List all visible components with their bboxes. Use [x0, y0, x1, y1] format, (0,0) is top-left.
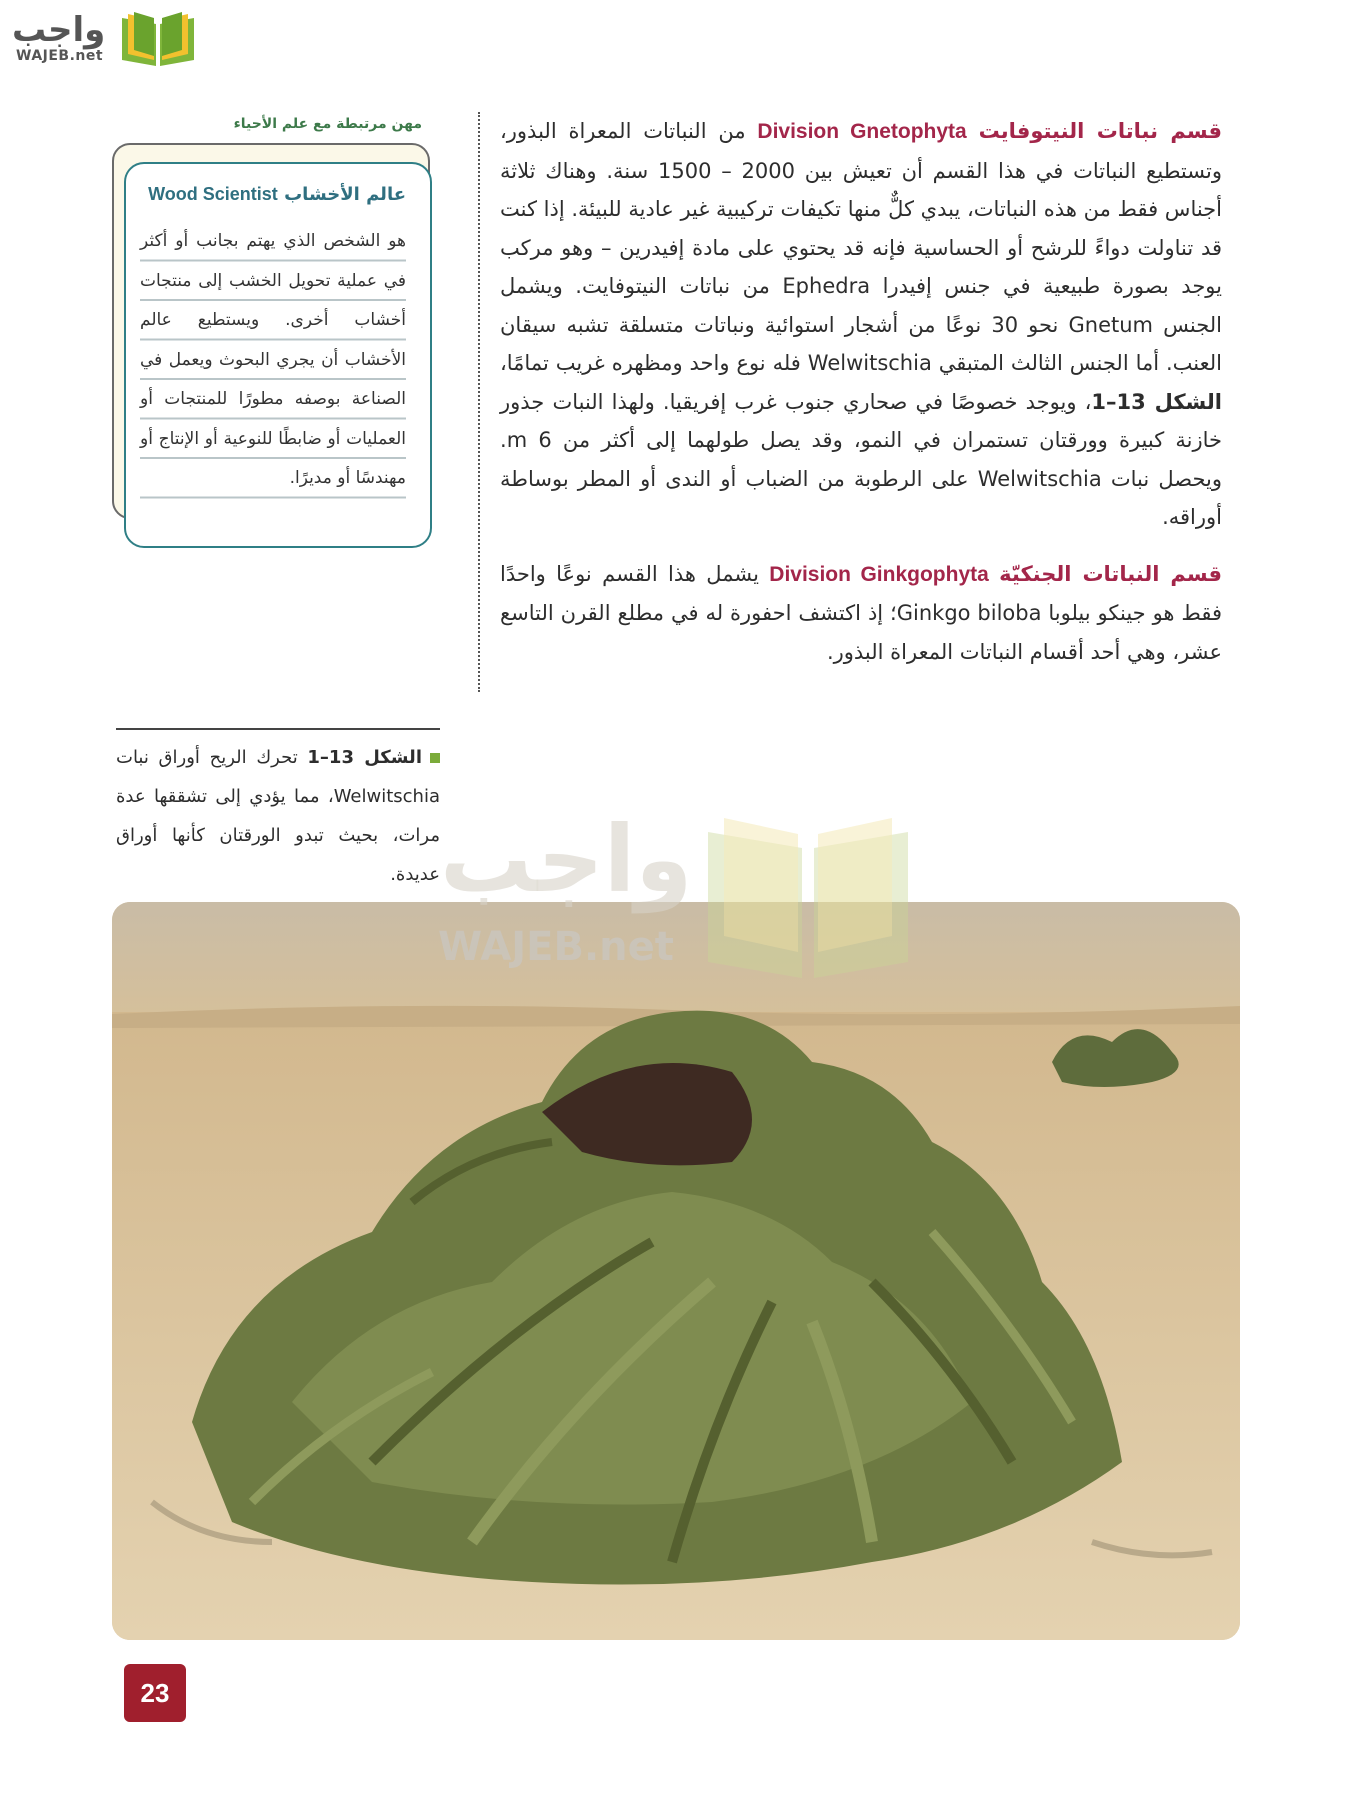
watermark-book-icon — [698, 812, 918, 982]
sidebar-title — [140, 184, 406, 205]
logo-arabic-text: واجب — [12, 10, 106, 50]
gnetophyta-text-part-1: من النباتات المعراة البذور، وتستطيع النباتات في هذا القسم أن تعيش بين 2000 – 1500 سنة. وهناك ثلاثة أجناس فقط من هذه النباتات، يبدي كلٌّ منها تكيفات تركيبية غير عادية للبيئة. إذا كنت قد تناولت دواءً للرشح أو الحساسية فإنه قد يحتوي على مادة إفيدرين – وهو مركب يوجد بصورة طبيعية في جنس إفيدرا Ephedra من نباتات النيتوفايت. ويشمل الجنس Gnetum نحو 30 نوعًا من أشجار استوائية ونباتات متسلقة تشبه سيقان العنب. أما الجنس الثالث المتبقي Welwitschia فله نوع واحد ومظهره غريب تمامًا، — [500, 119, 1223, 375]
figure-reference[interactable]: الشكل 13–1 — [1091, 389, 1222, 414]
caption-rule — [116, 728, 440, 730]
watermark — [428, 806, 928, 986]
caption-text: تحرك الريح أوراق نبات Welwitschia، مما يؤدي إلى تشققها عدة مرات، بحيث تبدو الورقتان كأنها أوراق عديدة. — [116, 747, 440, 885]
figure-caption — [116, 738, 440, 894]
welwitschia-illustration — [112, 902, 1240, 1640]
page-number: 23 — [124, 1664, 186, 1722]
ginkgophyta-text: يشمل هذا القسم نوعًا واحدًا فقط هو جينكو بيلوبا Ginkgo biloba؛ إذ اكتشف احفورة له في مطلع القرن التاسع عشر، وهي أحد أقسام النباتات المعراة البذور. — [500, 561, 1223, 664]
caption-marker-icon — [430, 753, 440, 763]
sidebar-title-english: Wood Scientist — [148, 184, 278, 204]
gnetophyta-paragraph — [500, 112, 1222, 537]
ginkgophyta-heading: قسم النباتات الجنكيّة — [999, 561, 1222, 586]
caption-label: الشكل 13–1 — [307, 747, 422, 768]
main-text-column — [500, 112, 1222, 689]
watermark-arabic: واجب — [440, 806, 693, 913]
welwitschia-photo — [112, 902, 1240, 1640]
wajeb-logo[interactable] — [12, 8, 192, 68]
sidebar-title-arabic: عالم الأخشاب — [284, 184, 406, 205]
ginkgophyta-latin-name: Division Ginkgophyta — [769, 562, 989, 586]
watermark-latin: WAJEB.net — [438, 924, 674, 970]
ginkgophyta-paragraph — [500, 555, 1222, 672]
gnetophyta-heading: قسم نباتات النيتوفايت — [978, 119, 1222, 143]
sidebar-text: هو الشخص الذي يهتم بجانب أو أكثر في عملية تحويل الخشب إلى منتجات أخشاب أخرى. ويستطيع عالم الأخشاب أن يجري البحوث ويعمل في الصناعة بوصفه مطورًا للمنتجات أو العمليات أو ضابطًا للنوعية أو الإنتاج أو مهندسًا أو مديرًا. — [140, 222, 406, 499]
gnetophyta-latin-name: Division Gnetophyta — [757, 120, 967, 143]
sidebar-label: مهن مرتبطة مع علم الأحياء — [233, 116, 422, 132]
gnetophyta-text-part-2: ، ويوجد خصوصًا في صحاري جنوب غرب إفريقيا. ولهذا النبات جذور خازنة كبيرة وورقتان تستمران في النمو، وقد يصل طولهما إلى أكثر من 6 m. ويحصل نبات Welwitschia على الرطوبة من الضباب أو الندى أو المطر بوساطة أوراقه. — [500, 389, 1223, 529]
open-book-icon — [118, 10, 198, 68]
logo-latin-text: WAJEB.net — [16, 48, 104, 64]
column-divider — [478, 112, 480, 692]
